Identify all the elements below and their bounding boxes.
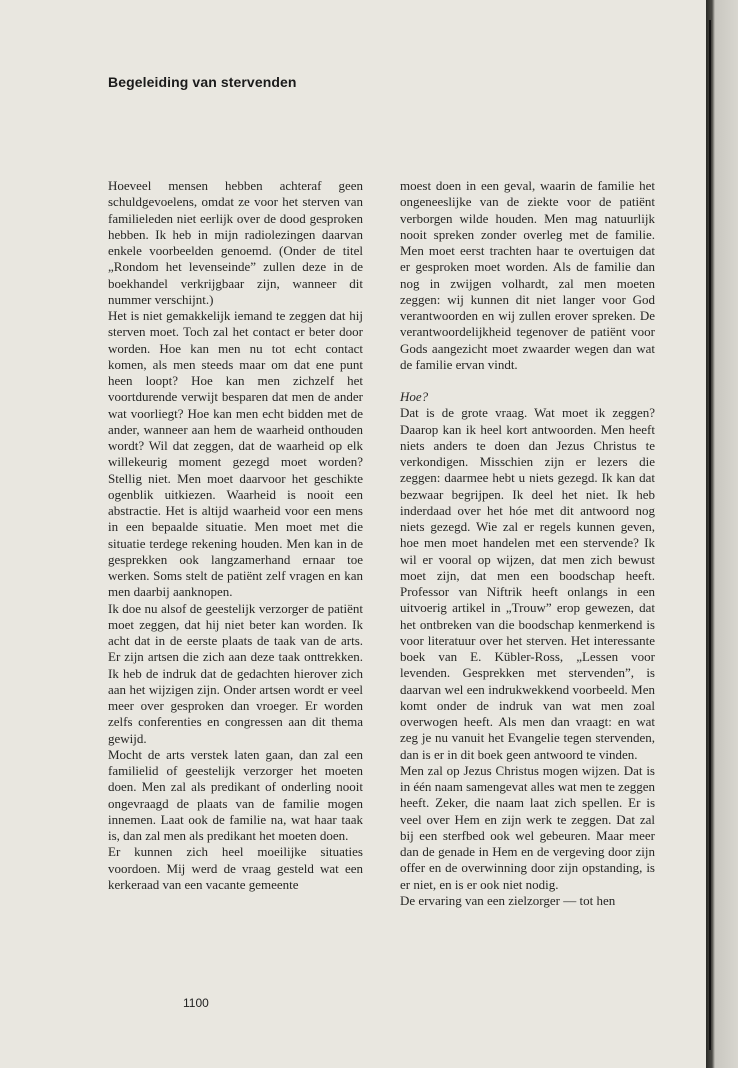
left-column bbox=[108, 178, 363, 893]
paragraph: moest doen in een geval, waarin de familie het ongeneeslijke van de ziekte voor de patiënt verborgen wilde houden. Men mag natuurlijk nooit spreken zonder overleg met de familie. Men moet eerst trachten haar te overtuigen dat er gesproken moet worden. Als de familie dan nog in zwijgen volhardt, zal men moeten zeggen: wij kunnen dit niet langer voor God verantwoorden en wij zullen erover spreken. De verantwoordelijkheid tegenover de patiënt voor Gods aangezicht moet zwaarder wegen dan wat de familie ervan vindt. bbox=[400, 178, 655, 372]
paragraph: Men zal op Jezus Christus mogen wijzen. Dat is in één naam samengevat alles wat men te zeggen heeft. Zeker, die naam laat zich spellen. Er is veel over Hem en zijn werk te zeggen. Dat zal bij een sterfbed ook wel gebeuren. Maar meer dan de genade in Hem en de vergeving door zijn offer en de overwinning door zijn opstanding, is er niet, en is er ook niet nodig. bbox=[400, 762, 655, 892]
binding-rule bbox=[709, 20, 711, 1050]
paragraph: Er kunnen zich heel moeilijke situaties voordoen. Mij werd de vraag gesteld wat een kerkeraad van een vacante gemeente bbox=[108, 844, 363, 892]
right-column bbox=[400, 178, 655, 909]
paragraph: Ik doe nu alsof de geestelijk verzorger de patiënt moet zeggen, dat hij niet beter kan worden. Ik acht dat in de eerste plaats de taak van de arts. Er zijn artsen die zich aan deze taak onttrekken. Ik heb de indruk dat de gedachten hierover zich aan het wijzigen zijn. Onder artsen wordt er veel meer over gesproken dan vroeger. Er worden zelfs conferenties en congressen aan dit thema gewijd. bbox=[108, 600, 363, 746]
paragraph: Hoeveel mensen hebben achteraf geen schuldgevoelens, omdat ze voor het sterven van familieleden niet eerlijk over de dood gesproken hebben. Ik heb in mijn radiolezingen daarvan enkele voorbeelden genoemd. (Onder de titel „Rondom het levenseinde” zullen deze in de boekhandel verkrijgbaar zijn, wanneer dit nummer verschijnt.) bbox=[108, 178, 363, 307]
paragraph: Mocht de arts verstek laten gaan, dan zal een familielid of geestelijk verzorger het moeten doen. Men zal als predikant of onderling nooit ongevraagd de plaats van de familie mogen innemen. Laat ook de familie na, wat haar taak is, dan zal men als predikant het moeten doen. bbox=[108, 746, 363, 843]
binding-edge bbox=[706, 0, 738, 1068]
paragraph: De ervaring van een zielzorger — tot hen bbox=[400, 892, 616, 908]
running-header: Begeleiding van stervenden bbox=[108, 74, 297, 90]
section-heading: Hoe? bbox=[400, 389, 429, 404]
page-number: 1100 bbox=[183, 996, 209, 1010]
paragraph: Dat is de grote vraag. Wat moet ik zeggen? Daarop kan ik heel kort antwoorden. Men heeft niets anders te doen dan Jezus Christus te verkondigen. Misschien zijn er lezers die zeggen: daarmee hebt u niets gezegd. Ik kan dat bezwaar begrijpen. Ik deel het niet. Ik heb inderdaad over het hóe met dit antwoord nog niets gezegd. Wie zal er regels kunnen geven, hoe men moet handelen met een stervende? Ik wil er vooral op wijzen, dat men zich bewust moet zijn, dat men een boodschap heeft. Professor van Niftrik heeft onlangs in een uitvoerig artikel in „Trouw” erop gewezen, dat het ontbreken van die boodschap kenmerkend is voor literatuur over het sterven. Het interessante boek van E. Kübler-Ross, „Lessen voor levenden. Gesprekken met stervenden”, is daarvan wel een indrukwekkend voorbeeld. Men komt onder de indruk van wat men zoal overwogen heeft. Als men dan vraagt: en wat zeg je nu vanuit het Evangelie tegen stervenden, dan is er in dit boek geen antwoord te vinden. bbox=[400, 405, 655, 762]
paragraph: Het is niet gemakkelijk iemand te zeggen dat hij sterven moet. Toch zal het contact er beter door worden. Hoe kan men nu tot echt contact komen, als men steeds maar om dat ene punt heen loopt? Hoe kan men zichzelf het voortdurende verwijt besparen dat men de ander wat voorliegt? Hoe kan men echt bidden met de ander, wanneer aan hem de waarheid onthouden wordt? Wil dat zeggen, dat de waarheid op elk willekeurig moment gezegd moet worden? Stellig niet. Men moet daarvoor het geschikte ogenblik uitkiezen. Waarheid is nooit een abstractie. Het is altijd waarheid voor een mens in een bepaalde situatie. Men moet met die situatie terdege rekening houden. Men kan in de gesprekken ook langzamerhand ernaar toe werken. Soms stelt de patiënt zelf vragen en kan men daarbij aanknopen. bbox=[108, 308, 363, 600]
